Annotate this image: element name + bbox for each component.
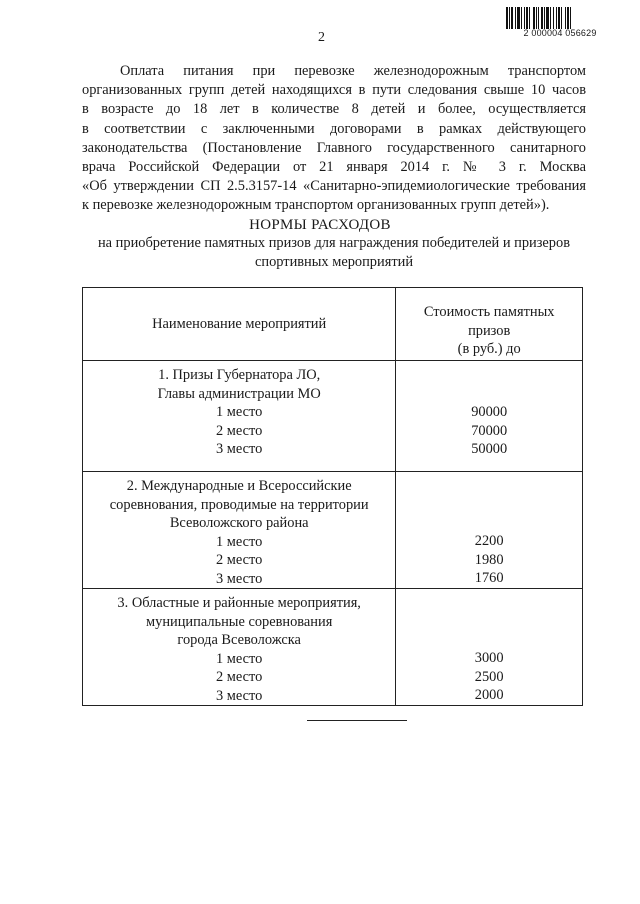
place-label: 2 место: [216, 422, 263, 439]
cost-value: 2000: [474, 687, 504, 703]
event-title-line: муниципальные соревнования: [146, 613, 333, 630]
document-title: НОРМЫ РАСХОДОВ: [249, 217, 391, 233]
place-label: 3 место: [216, 570, 263, 587]
intro-line: организованных групп детей находящихся в пути следования свыше 10 часов: [82, 82, 586, 99]
place-label: 1 место: [216, 533, 263, 550]
cost-value: 2500: [474, 668, 504, 685]
col-cost-header-line: (в руб.) до: [457, 341, 521, 357]
norms-table: [82, 287, 583, 706]
cost-value: 70000: [471, 422, 508, 439]
event-title-line: Главы администрации МО: [157, 385, 321, 402]
event-cell: [83, 589, 396, 706]
col-cost-header-line: призов: [468, 322, 511, 339]
event-cell: [83, 361, 396, 472]
page-number: 2: [318, 30, 325, 45]
cost-value: 3000: [474, 650, 504, 666]
intro-line: врача Российской Федерации от 21 января 2014 г. № 3 г. Москва: [82, 158, 586, 175]
signature-line: [307, 720, 407, 721]
col-cost-header: [396, 288, 583, 361]
place-label: 1 место: [216, 404, 263, 420]
table-row: [83, 472, 583, 589]
cost-value: 1980: [474, 551, 504, 568]
place-label: 3 место: [216, 441, 263, 457]
intro-line: законодательства (Постановление Главного государственного санитарного: [82, 139, 586, 156]
col-cost-header-line: Стоимость памятных: [423, 304, 555, 320]
cost-value: 1760: [474, 570, 504, 586]
barcode: [506, 7, 614, 29]
event-title-line: 1. Призы Губернатора ЛО,: [158, 367, 321, 383]
cost-cell: [396, 361, 583, 472]
place-label: 2 место: [216, 669, 263, 685]
place-label: 2 место: [216, 552, 263, 568]
intro-line: Оплата питания при перевозке железнодорожным транспортом: [120, 63, 586, 79]
subtitle-line: спортивных мероприятий: [254, 254, 414, 270]
table-row: [83, 589, 583, 706]
cost-value: 90000: [471, 404, 508, 420]
subtitle-line: на приобретение памятных призов для награждения победителей и призеров: [97, 235, 570, 251]
place-label: 3 место: [216, 687, 263, 704]
col-name-header: Наименование мероприятий: [83, 288, 396, 361]
cost-cell: [396, 472, 583, 589]
event-title-line: 3. Областные и районные мероприятия,: [117, 595, 361, 611]
cost-cell: [396, 589, 583, 706]
cost-value: 2200: [474, 533, 504, 549]
intro-line: «Об утверждении СП 2.5.3157-14 «Санитарно-эпидемиологические требования: [82, 178, 586, 195]
intro-line: в соответствии с заключенными договорами в рамках действующего: [82, 120, 586, 137]
table-header-row: [83, 288, 583, 361]
event-title-line: Всеволожского района: [169, 515, 309, 531]
intro-line: в возрасте до 18 лет в количестве 8 детей и более, осуществляется: [82, 101, 586, 118]
barcode-number: 2 000004 056629: [523, 28, 597, 38]
intro-line: к перевозке железнодорожным транспортом организованных групп детей»).: [82, 197, 550, 214]
event-title-line: 2. Международные и Всероссийские: [126, 478, 352, 494]
intro-paragraph: [82, 62, 586, 216]
event-title-line: соревнования, проводимые на территории: [109, 496, 369, 513]
event-cell: [83, 472, 396, 589]
table-row: [83, 361, 583, 472]
event-title-line: города Всеволожска: [177, 632, 301, 648]
document-subtitle: [80, 234, 588, 272]
cost-value: 50000: [471, 441, 508, 457]
place-label: 1 место: [216, 650, 263, 667]
